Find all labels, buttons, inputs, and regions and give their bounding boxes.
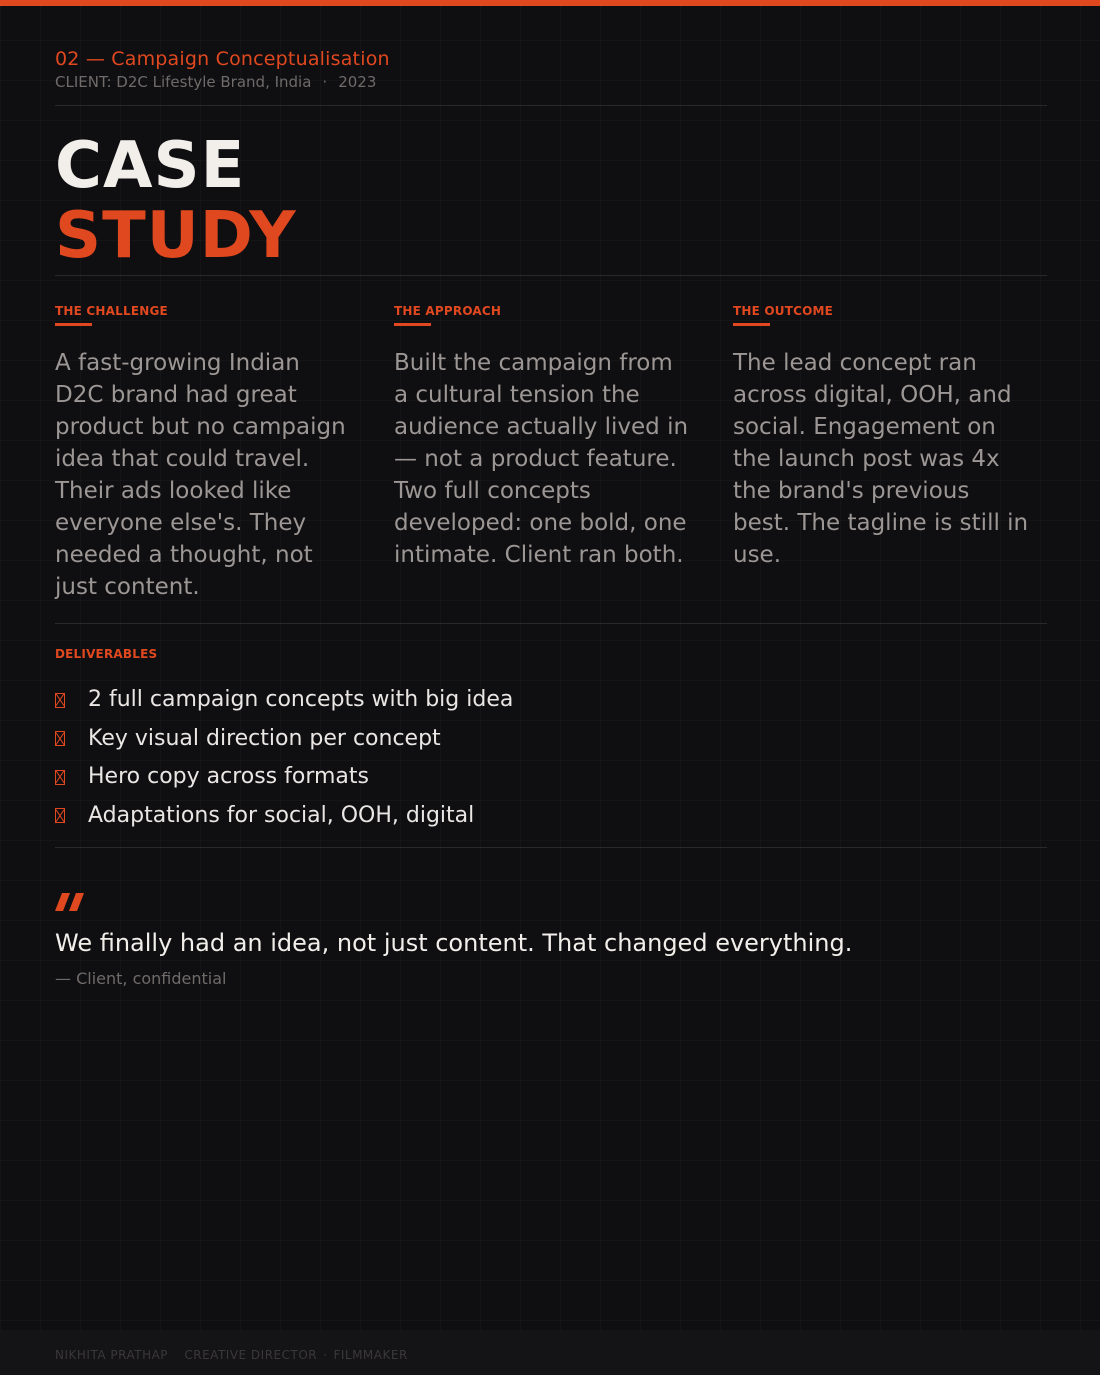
approach-column <box>394 300 694 571</box>
deliverable-text: Key visual direction per concept <box>88 725 441 751</box>
list-item <box>55 797 1045 836</box>
page-header <box>55 46 1045 92</box>
list-item <box>55 720 1045 759</box>
divider <box>55 105 1047 106</box>
outcome-column <box>733 300 1033 571</box>
page-title <box>55 131 297 271</box>
missing-glyph-icon <box>55 808 65 823</box>
quote-text: We finally had an idea, not just content. That changed everything. <box>55 929 853 957</box>
missing-glyph-icon <box>55 731 65 746</box>
label-underline <box>733 323 770 326</box>
footer-role-2: FILMMAKER <box>333 1348 408 1362</box>
quote-attribution: — Client, confidential <box>55 969 227 988</box>
footer-separator: · <box>323 1348 328 1362</box>
footer-role-1: CREATIVE DIRECTOR <box>184 1348 318 1362</box>
deliverables-section <box>55 647 1045 835</box>
outcome-label: THE OUTCOME <box>733 304 834 318</box>
client-meta <box>55 72 1045 92</box>
top-accent-bar <box>0 0 1100 6</box>
list-item <box>55 758 1045 797</box>
approach-body: Built the campaign from a cultural tension the audience actually lived in — not a product feature. Two full concepts developed: one bold, one intimate. Client ran both. <box>394 350 689 568</box>
challenge-body: A fast-growing Indian D2C brand had great product but no campaign idea that could travel. Their ads looked like everyone else's. They needed a thought, not just content. <box>55 350 346 600</box>
footer-separator <box>174 1348 178 1362</box>
missing-glyph-icon <box>55 693 65 708</box>
footer-name: NIKHITA PRATHAP <box>55 1348 169 1362</box>
meta-separator: · <box>322 73 328 91</box>
title-line-2: STUDY <box>55 199 297 273</box>
label-underline <box>55 323 92 326</box>
section-kicker: 02 — Campaign Conceptualisation <box>55 48 390 70</box>
divider <box>55 847 1047 848</box>
quote-mark-icon <box>55 893 87 913</box>
testimonial <box>55 893 1055 990</box>
footer <box>55 1347 408 1363</box>
deliverable-text: Adaptations for social, OOH, digital <box>88 802 475 828</box>
outcome-body: The lead concept ran across digital, OOH, and social. Engagement on the launch post was 4x the brand's previous best. The tagline is still in use. <box>733 350 1029 568</box>
approach-label: THE APPROACH <box>394 304 502 318</box>
title-line-1: CASE <box>55 129 246 203</box>
deliverable-text: 2 full campaign concepts with big idea <box>88 687 514 713</box>
missing-glyph-icon <box>55 770 65 785</box>
client-line: CLIENT: D2C Lifestyle Brand, India <box>55 73 312 91</box>
deliverables-label: DELIVERABLES <box>55 647 158 661</box>
challenge-label: THE CHALLENGE <box>55 304 168 318</box>
challenge-column <box>55 300 355 603</box>
project-year: 2023 <box>338 73 377 91</box>
deliverable-text: Hero copy across formats <box>88 764 370 790</box>
divider <box>55 275 1047 276</box>
list-item <box>55 681 1045 720</box>
label-underline <box>394 323 431 326</box>
divider <box>55 623 1047 624</box>
deliverables-list <box>55 681 1045 835</box>
